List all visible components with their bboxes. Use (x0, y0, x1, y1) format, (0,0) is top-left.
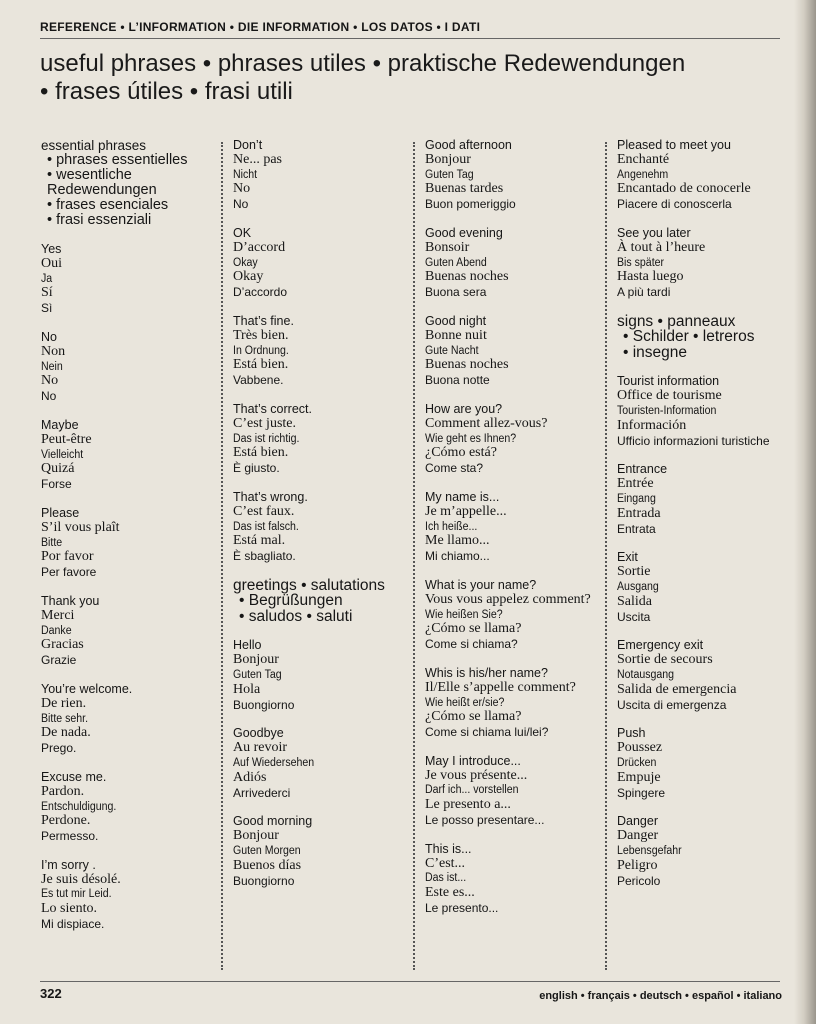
phrase-en: Good evening (425, 225, 503, 240)
section-translation: • Schilder • letreros (623, 328, 755, 346)
phrase-de: Auf Wiedersehen (233, 757, 315, 769)
phrase-de: In Ordnung. (233, 344, 289, 357)
phrase-entry (425, 314, 605, 388)
phrase-it: Come sta? (425, 461, 484, 476)
column-divider (605, 142, 607, 970)
phrase-it: Grazie (41, 653, 77, 668)
phrase-es: Buenos días (233, 857, 302, 873)
phrase-it: È giusto. (233, 461, 280, 476)
title-line-2: • frases útiles • frasi utili (40, 78, 293, 105)
phrase-it: Mi chiamo... (425, 549, 490, 564)
phrase-entry (233, 726, 413, 800)
phrase-es: Quizá (41, 461, 75, 477)
phrase-entry (617, 226, 792, 300)
phrase-fr: Entrée (617, 476, 654, 492)
phrase-de: Guten Tag (233, 669, 282, 682)
phrase-en: Excuse me. (41, 769, 107, 784)
phrase-entry (233, 490, 413, 564)
phrase-es: Salida (617, 593, 652, 609)
phrase-it: Entrata (617, 521, 656, 536)
phrase-en: I’m sorry . (41, 857, 96, 872)
phrase-es: Sí (41, 285, 53, 301)
phrase-es: Buenas noches (425, 357, 509, 373)
phrase-entry (425, 578, 605, 652)
phrase-es: No (41, 373, 59, 389)
phrase-en: Tourist information (617, 374, 720, 389)
phrase-fr: Je vous présente... (425, 767, 528, 783)
phrase-fr: Comment allez-vous? (425, 415, 548, 431)
phrase-fr: C’est faux. (233, 503, 295, 519)
phrase-en: Maybe (41, 417, 79, 432)
phrase-fr: Je suis désolé. (41, 871, 121, 887)
phrase-es: Está bien. (233, 357, 289, 373)
phrase-fr: D’accord (233, 239, 286, 255)
section-translation: • frasi essenziali (47, 212, 152, 228)
phrase-entry (617, 138, 792, 212)
footer-rule (40, 981, 780, 982)
phrase-en: Whis is his/her name? (425, 665, 548, 680)
phrase-de: Das ist falsch. (233, 520, 299, 533)
phrase-es: Adiós (233, 769, 267, 785)
phrase-fr: Je m’appelle... (425, 503, 507, 519)
phrase-it: No (233, 197, 249, 212)
phrase-entry (41, 330, 221, 404)
page-number: 322 (40, 986, 62, 1001)
phrase-de: Guten Morgen (233, 844, 301, 857)
phrase-fr: Ne... pas (233, 151, 282, 167)
phrase-en: You’re welcome. (41, 681, 133, 696)
phrase-it: Vabbene. (233, 373, 284, 388)
phrase-es: Hasta luego (617, 269, 684, 285)
phrase-entry (425, 666, 605, 740)
phrase-de: Touristen-Information (617, 405, 717, 418)
phrase-entry (233, 402, 413, 476)
phrase-entry (617, 638, 792, 712)
phrase-entry (41, 242, 221, 316)
phrase-it: Sì (41, 301, 53, 316)
phrase-it: È sbagliato. (233, 549, 296, 564)
phrase-it: Arrivederci (233, 785, 291, 800)
column-3 (425, 138, 605, 930)
phrase-it: Buona sera (425, 285, 487, 300)
section-translation: Redewendungen (47, 182, 157, 198)
phrase-de: Ja (41, 272, 53, 285)
phrase-de: Bitte (41, 536, 63, 549)
phrase-fr: Sortie de secours (617, 652, 713, 668)
section-translation: • frases esenciales (47, 197, 169, 213)
phrase-de: Das ist... (425, 872, 467, 885)
phrase-es: Perdone. (41, 813, 91, 829)
phrase-entry (617, 550, 792, 624)
phrase-fr: Oui (41, 255, 62, 271)
section-title: essential phrases (41, 138, 147, 153)
phrase-de: Es tut mir Leid. (41, 888, 112, 901)
phrase-de: Guten Tag (425, 168, 474, 181)
phrase-de: Lebensgefahr (617, 844, 682, 857)
phrase-es: Por favor (41, 549, 94, 565)
phrase-es: Hola (233, 681, 261, 697)
phrase-en: That’s wrong. (233, 489, 308, 504)
phrase-es: Peligro (617, 857, 658, 873)
phrase-es: No (233, 181, 251, 197)
phrase-en: Good morning (233, 814, 313, 829)
phrase-es: Está mal. (233, 533, 286, 549)
phrase-es: ¿Cómo se llama? (425, 709, 522, 725)
section-translation: • phrases essentielles (47, 152, 188, 168)
phrase-en: May I introduce... (425, 753, 521, 768)
phrase-it: Buongiorno (233, 873, 295, 888)
phrase-en: See you later (617, 225, 691, 240)
phrase-en: Exit (617, 550, 638, 565)
phrase-de: Vielleicht (41, 448, 84, 461)
phrase-en: That’s fine. (233, 313, 294, 328)
section-translation: • saludos • saluti (239, 607, 353, 625)
phrase-de: Nein (41, 360, 63, 373)
section-translation: • Begrüßungen (239, 592, 343, 610)
phrase-it: Mi dispiace. (41, 917, 105, 932)
phrase-fr: Non (41, 343, 66, 359)
section-translation: • insegne (623, 343, 688, 361)
phrase-fr: Vous vous appelez comment? (425, 591, 591, 607)
phrase-es: Está bien. (233, 445, 289, 461)
phrase-it: Uscita (617, 609, 651, 624)
column-divider (221, 142, 223, 970)
phrase-en: That’s correct. (233, 401, 312, 416)
section-heading (617, 314, 792, 361)
phrase-entry (617, 726, 792, 800)
phrase-entry (233, 814, 413, 888)
phrase-fr: Sortie (617, 564, 651, 580)
phrase-en: Don’t (233, 138, 263, 152)
section-translation: • wesentliche (47, 167, 132, 183)
phrase-en: Pleased to meet you (617, 138, 731, 152)
phrase-en: Good afternoon (425, 138, 512, 152)
phrase-de: Okay (233, 256, 258, 269)
phrase-de: Wie geht es Ihnen? (425, 432, 517, 445)
phrase-de: Drücken (617, 757, 657, 769)
phrase-es: De nada. (41, 725, 91, 741)
phrase-it: Spingere (617, 785, 666, 800)
phrase-en: Yes (41, 242, 62, 256)
phrase-it: A più tardi (617, 285, 671, 300)
phrase-es: Entrada (617, 505, 661, 521)
phrase-it: Come si chiama lui/lei? (425, 725, 549, 740)
phrase-entry (617, 462, 792, 536)
phrase-de: Nicht (233, 168, 258, 181)
phrase-en: Good night (425, 313, 487, 328)
phrase-it: Le presento... (425, 901, 499, 916)
phrase-es: Información (617, 417, 687, 433)
phrase-fr: Pardon. (41, 783, 85, 799)
phrase-fr: Merci (41, 607, 75, 623)
phrase-en: OK (233, 225, 252, 240)
phrase-fr: S’il vous plaît (41, 519, 120, 535)
phrase-en: Goodbye (233, 726, 284, 741)
phrase-en: Entrance (617, 462, 668, 477)
phrase-entry (425, 490, 605, 564)
phrase-de: Wie heißen Sie? (425, 608, 503, 621)
phrase-entry (233, 138, 413, 212)
phrase-en: Hello (233, 638, 262, 653)
phrase-fr: À tout à l’heure (617, 239, 706, 255)
column-4 (617, 138, 792, 902)
phrase-en: Thank you (41, 593, 100, 608)
phrase-entry (425, 138, 605, 212)
phrase-de: Das ist richtig. (233, 432, 300, 445)
phrase-it: Piacere di conoscerla (617, 197, 732, 212)
phrase-en: Danger (617, 814, 658, 829)
phrase-en: Emergency exit (617, 638, 704, 653)
phrase-en: This is... (425, 841, 472, 856)
phrase-es: Gracias (41, 637, 84, 653)
phrase-it: Forse (41, 477, 72, 492)
phrase-entry (233, 638, 413, 712)
phrase-de: Entschuldigung. (41, 800, 117, 813)
phrase-it: Per favore (41, 565, 97, 580)
phrase-es: Le presento a... (425, 797, 511, 813)
phrase-it: Permesso. (41, 829, 99, 844)
phrase-de: Angenehm (617, 168, 669, 181)
phrase-en: How are you? (425, 401, 503, 416)
phrase-entry (41, 594, 221, 668)
phrase-it: Pericolo (617, 873, 661, 888)
phrase-it: Uscita di emergenza (617, 697, 727, 712)
phrase-en: Please (41, 505, 80, 520)
phrase-it: Buona notte (425, 373, 490, 388)
section-heading (41, 138, 221, 228)
phrase-de: Gute Nacht (425, 344, 479, 357)
phrase-fr: C’est... (425, 855, 466, 871)
phrase-de: Guten Abend (425, 256, 487, 269)
phrase-entry (41, 770, 221, 844)
page-title (40, 50, 780, 106)
phrase-de: Ich heiße... (425, 520, 478, 533)
phrase-de: Bis später (617, 256, 665, 269)
phrase-es: Este es... (425, 885, 475, 901)
phrase-it: Buongiorno (233, 697, 295, 712)
phrase-es: ¿Cómo se llama? (425, 621, 522, 637)
phrase-fr: Office de tourisme (617, 388, 722, 404)
phrase-de: Notausgang (617, 669, 675, 682)
phrase-fr: Bonjour (233, 652, 279, 668)
phrase-es: Okay (233, 269, 264, 285)
phrase-entry (425, 402, 605, 476)
phrase-fr: Au revoir (233, 740, 288, 756)
phrase-entry (617, 374, 792, 448)
phrase-de: Darf ich... vorstellen (425, 784, 519, 797)
column-divider (413, 142, 415, 970)
section-heading (233, 578, 413, 625)
phrase-entry (425, 754, 605, 828)
phrase-de: Wie heißt er/sie? (425, 696, 505, 709)
phrase-es: Me llamo... (425, 533, 490, 549)
phrase-fr: Enchanté (617, 151, 670, 167)
phrase-de: Ausgang (617, 581, 659, 594)
phrase-en: What is your name? (425, 577, 537, 592)
section-title: signs • panneaux (617, 312, 736, 330)
phrase-en: My name is... (425, 489, 500, 504)
phrase-en: No (41, 329, 57, 344)
phrase-entry (425, 842, 605, 916)
phrase-it: Buon pomeriggio (425, 197, 516, 212)
phrase-fr: De rien. (41, 695, 87, 711)
phrase-fr: Bonjour (233, 828, 279, 844)
phrase-it: Come si chiama? (425, 637, 518, 652)
phrase-entry (41, 682, 221, 756)
phrase-it: No (41, 389, 57, 404)
phrase-it: Prego. (41, 741, 77, 756)
phrase-fr: Danger (617, 828, 659, 844)
section-title: greetings • salutations (233, 576, 385, 594)
phrase-es: Buenas noches (425, 269, 509, 285)
phrase-entry (617, 814, 792, 888)
phrase-es: Buenas tardes (425, 181, 504, 197)
column-1 (41, 138, 221, 946)
phrase-entry (41, 506, 221, 580)
phrase-fr: Très bien. (233, 327, 289, 343)
phrase-en: Push (617, 726, 646, 741)
footer-languages: english • français • deutsch • español • italiano (539, 990, 782, 1002)
phrase-fr: Il/Elle s’appelle comment? (425, 679, 576, 695)
phrase-de: Eingang (617, 493, 656, 506)
phrase-es: Encantado de conocerle (617, 181, 751, 197)
phrase-es: ¿Cómo está? (425, 445, 497, 461)
phrase-entry (425, 226, 605, 300)
phrase-it: Le posso presentare... (425, 813, 545, 828)
phrase-entry (233, 226, 413, 300)
phrase-fr: Peut-être (41, 431, 92, 447)
running-header: REFERENCE • L’INFORMATION • DIE INFORMATION • LOS DATOS • I DATI (40, 20, 780, 39)
title-line-1: useful phrases • phrases utiles • praktische Redewendungen (40, 50, 686, 77)
phrase-entry (41, 418, 221, 492)
phrase-entry (41, 858, 221, 932)
phrase-fr: Poussez (617, 740, 663, 756)
phrase-entry (233, 314, 413, 388)
phrase-de: Danke (41, 624, 72, 637)
phrase-fr: Bonjour (425, 151, 471, 167)
phrase-es: Salida de emergencia (617, 681, 737, 697)
phrase-de: Bitte sehr. (41, 712, 89, 725)
phrase-fr: C’est juste. (233, 415, 296, 431)
phrase-fr: Bonsoir (425, 239, 470, 255)
phrase-es: Empuje (617, 769, 661, 785)
page-edge-shadow (794, 0, 816, 1024)
phrase-es: Lo siento. (41, 901, 97, 917)
phrase-it: Ufficio informazioni turistiche (617, 433, 770, 448)
column-2 (233, 138, 413, 902)
phrase-fr: Bonne nuit (425, 327, 487, 343)
phrase-it: D’accordo (233, 285, 288, 300)
